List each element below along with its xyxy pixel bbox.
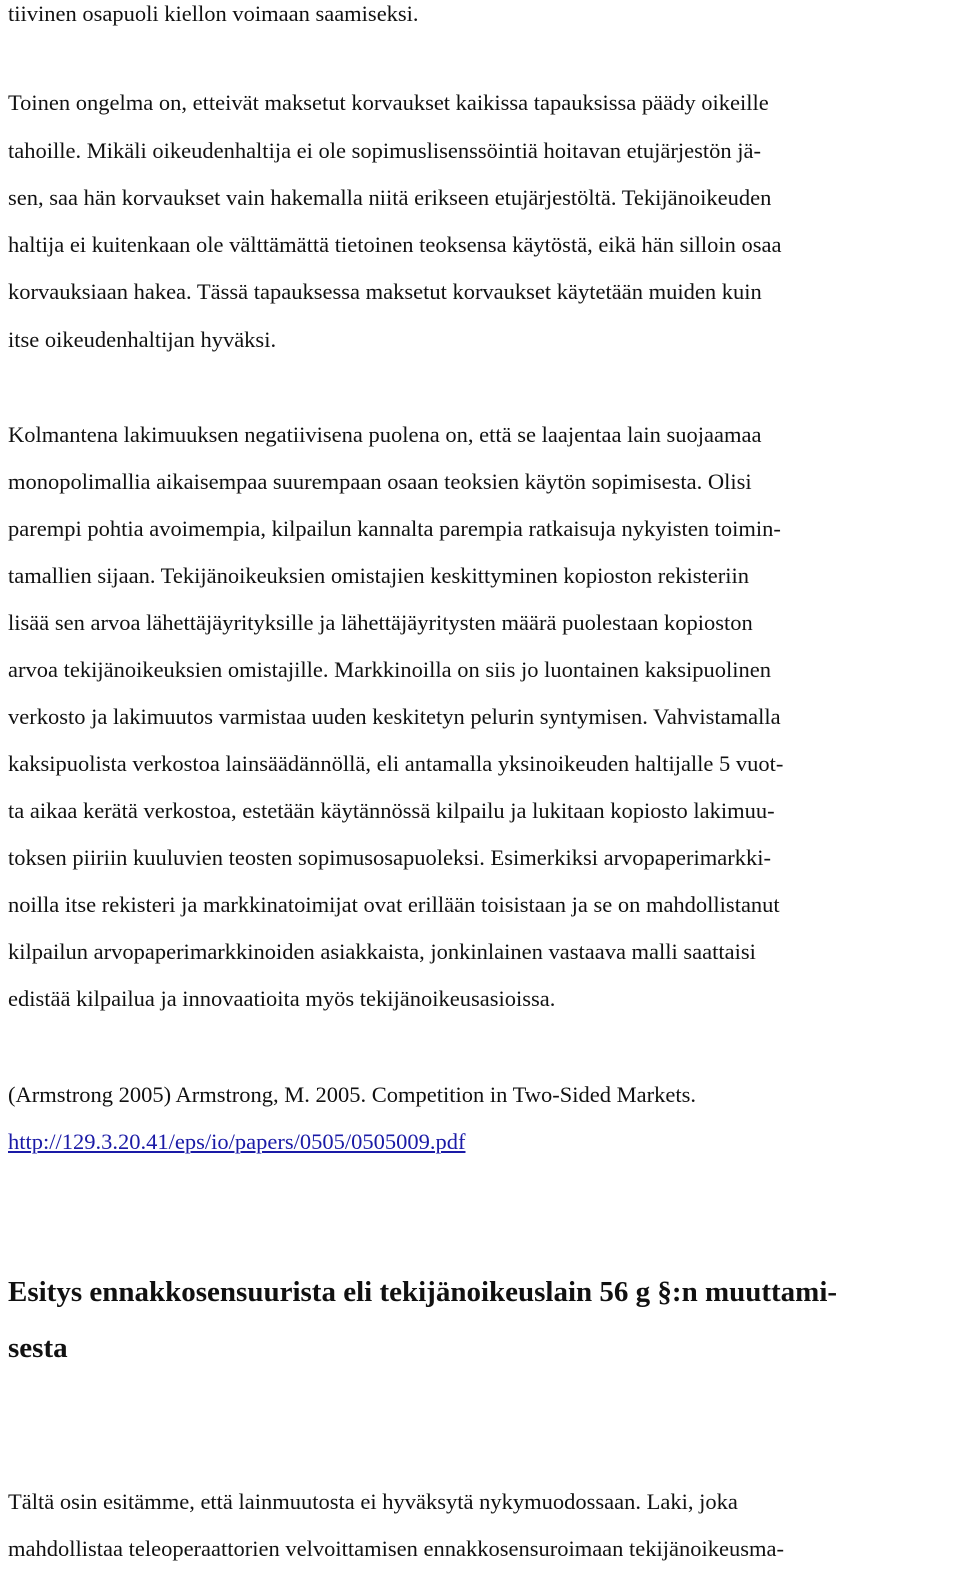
para2-line-11: noilla itse rekisteri ja markkinatoimijat ovat erillään toisistaan ja se on mahdollistanut bbox=[8, 892, 780, 917]
reference-link-line bbox=[8, 1127, 465, 1157]
para2-line-1: Kolmantena lakimuuksen negatiivisena puolena on, että se laajentaa lain suojaamaa bbox=[8, 422, 762, 447]
para1-line-2: tahoille. Mikäli oikeudenhaltija ei ole sopimuslisenssöintiä hoitavan etujärjestön jä- bbox=[8, 138, 761, 163]
para2-line-12: kilpailun arvopaperimarkkinoiden asiakkaista, jonkinlainen vastaava malli saattaisi bbox=[8, 939, 756, 964]
para0-line-1: tiivinen osapuoli kiellon voimaan saamiseksi. bbox=[8, 1, 419, 26]
para2-line-6: arvoa tekijänoikeuksien omistajille. Markkinoilla on siis jo luontainen kaksipuolinen bbox=[8, 657, 771, 682]
para2-line-4: tamallien sijaan. Tekijänoikeuksien omistajien keskittyminen kopioston rekisteriin bbox=[8, 563, 749, 588]
section-heading-line-2: sesta bbox=[8, 1332, 68, 1364]
para1-line-4: haltija ei kuitenkaan ole välttämättä tietoinen teoksensa käytöstä, eikä hän silloin osaa bbox=[8, 232, 782, 257]
para2-line-8: kaksipuolista verkostoa lainsäädännöllä, eli antamalla yksinoikeuden haltijalle 5 vuot- bbox=[8, 751, 784, 776]
para1-line-6: itse oikeudenhaltijan hyväksi. bbox=[8, 327, 277, 352]
para1-line-1: Toinen ongelma on, etteivät maksetut korvaukset kaikissa tapauksissa päädy oikeille bbox=[8, 90, 769, 115]
para3-line-1: Tältä osin esitämme, että lainmuutosta ei hyväksytä nykymuodossaan. Laki, joka bbox=[8, 1489, 738, 1514]
section-heading-line-1: Esitys ennakkosensuurista eli tekijänoikeuslain 56 g §:n muuttami- bbox=[8, 1276, 838, 1308]
para2-line-3: parempi pohtia avoimempia, kilpailun kannalta parempia ratkaisuja nykyisten toimin- bbox=[8, 516, 781, 541]
para2-line-9: ta aikaa kerätä verkostoa, estetään käytännössä kilpailu ja lukitaan kopiosto lakimuu- bbox=[8, 798, 775, 823]
para2-line-7: verkosto ja lakimuutos varmistaa uuden keskitetyn pelurin syntymisen. Vahvistamalla bbox=[8, 704, 781, 729]
para1-line-5: korvauksiaan hakea. Tässä tapauksessa maksetut korvaukset käytetään muiden kuin bbox=[8, 279, 762, 304]
para2-line-10: toksen piiriin kuuluvien teosten sopimusosapuoleksi. Esimerkiksi arvopaperimarkki- bbox=[8, 845, 772, 870]
para2-line-13: edistää kilpailua ja innovaatioita myös tekijänoikeusasioissa. bbox=[8, 986, 556, 1011]
reference-url-link[interactable]: http://129.3.20.41/eps/io/papers/0505/0505009.pdf bbox=[8, 1129, 466, 1154]
reference-citation: (Armstrong 2005) Armstrong, M. 2005. Competition in Two-Sided Markets. bbox=[8, 1082, 696, 1107]
para3-line-2: mahdollistaa teleoperaattorien velvoittamisen ennakkosensuroimaan tekijänoikeusma- bbox=[8, 1536, 784, 1561]
para2-line-2: monopolimallia aikaisempaa suurempaan osaan teoksien käytön sopimisesta. Olisi bbox=[8, 469, 752, 494]
para1-line-3: sen, saa hän korvaukset vain hakemalla niitä erikseen etujärjestöltä. Tekijänoikeuden bbox=[8, 185, 772, 210]
para2-line-5: lisää sen arvoa lähettäjäyrityksille ja lähettäjäyritysten määrä puolestaan kopioston bbox=[8, 610, 753, 635]
